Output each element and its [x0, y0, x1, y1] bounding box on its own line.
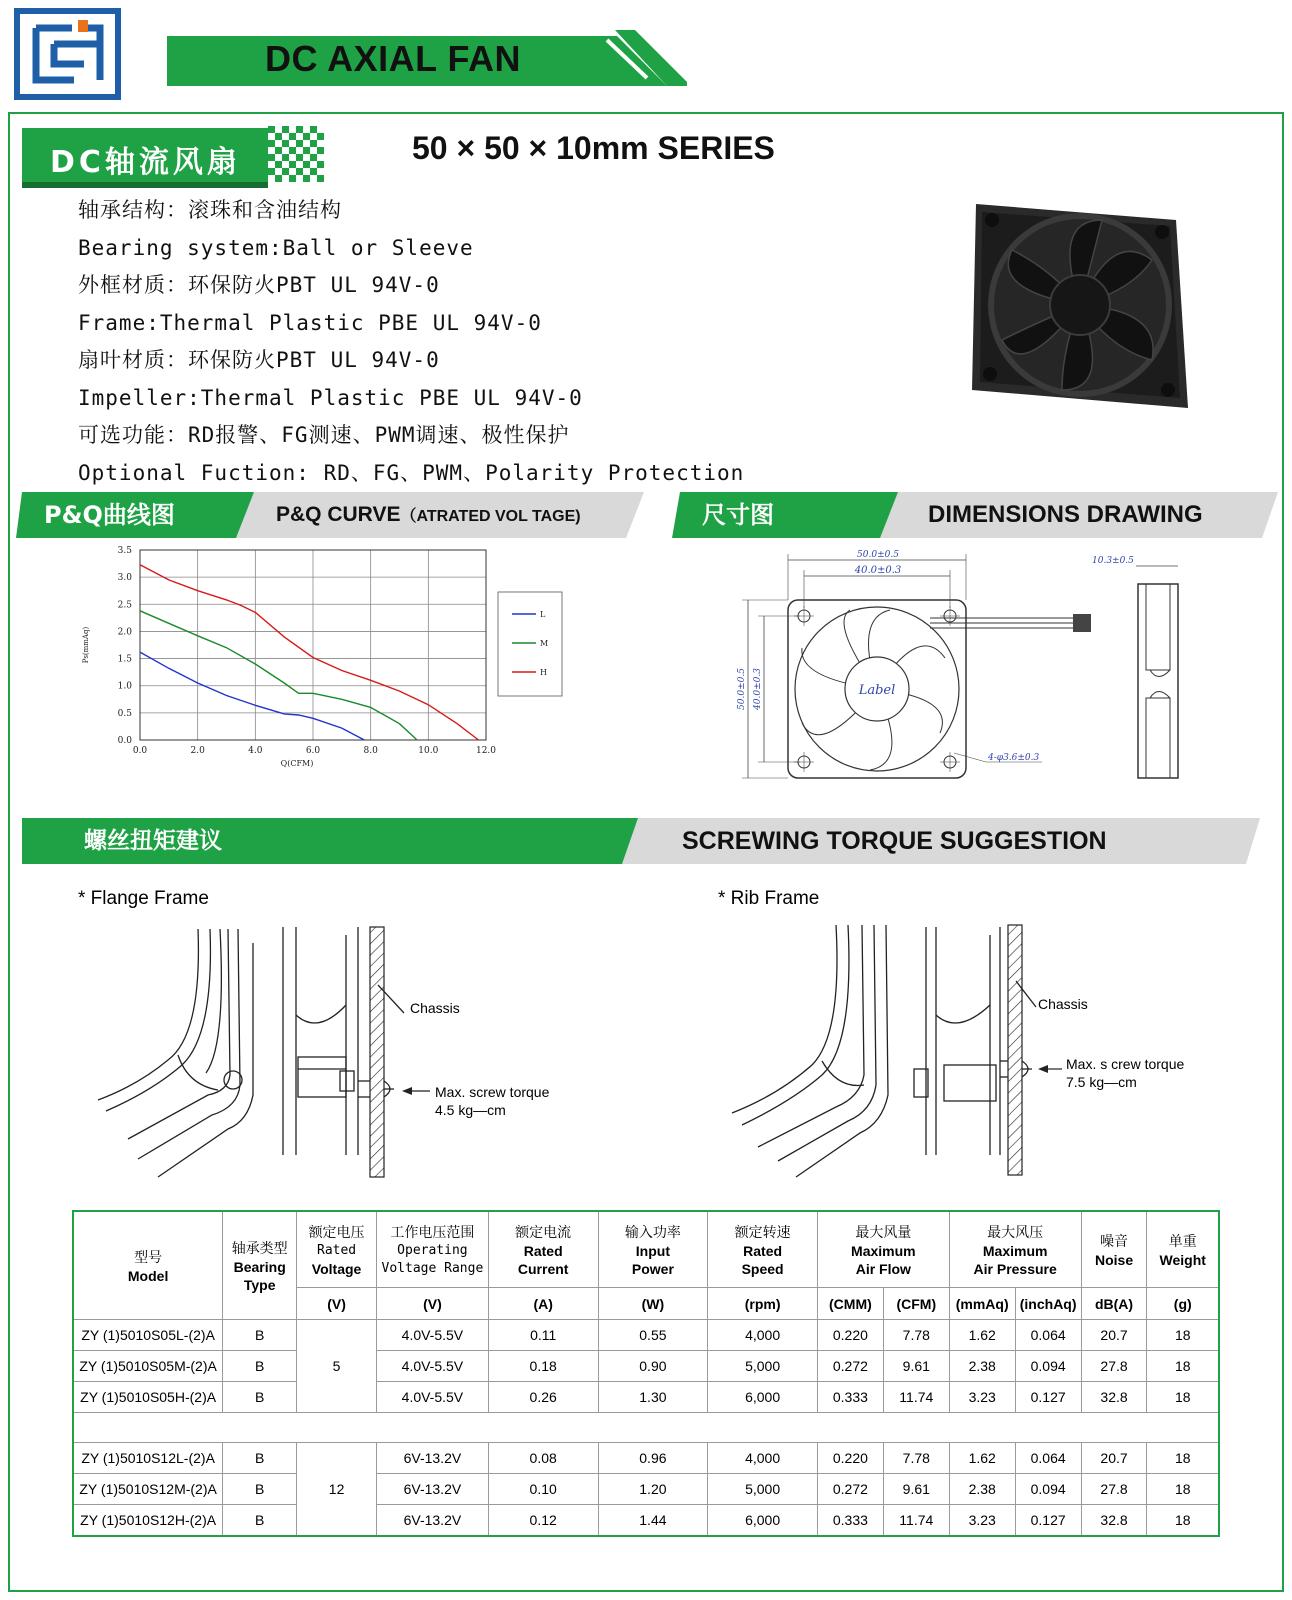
dim-width-outer: 50.0±0.5	[857, 550, 899, 560]
spec-line: Impeller:Thermal Plastic PBE UL 94V-0	[78, 385, 583, 410]
table-cell: 0.064	[1015, 1443, 1081, 1474]
series-cn-tag	[22, 128, 268, 182]
th-range-en1: Operating	[397, 1242, 468, 1258]
table-cell: 3.23	[949, 1505, 1015, 1537]
table-row	[73, 1443, 1219, 1474]
checker-cell	[282, 140, 289, 147]
dims-cn-label: 尺寸图	[702, 501, 774, 529]
th-noise-en: Noise	[1094, 1251, 1134, 1268]
table-cell: 0.094	[1015, 1351, 1081, 1382]
th-noise-cn: 噪音	[1100, 1233, 1129, 1250]
flange-frame-drawing	[78, 885, 638, 1185]
series-line-H	[140, 565, 479, 740]
th-current	[488, 1211, 598, 1288]
pq-en-label	[276, 492, 581, 538]
th-range	[377, 1211, 489, 1288]
table-cell: 0.127	[1015, 1505, 1081, 1537]
x-axis-label: Q(CFM)	[280, 759, 314, 768]
th-weight	[1147, 1211, 1219, 1288]
checker-cell	[317, 133, 324, 140]
table-cell: 5,000	[708, 1474, 818, 1505]
th-weight-cn: 单重	[1168, 1233, 1197, 1250]
dim-holes: 4-φ3.6±0.3	[988, 753, 1040, 763]
spec-line: Frame:Thermal Plastic PBE UL 94V-0	[78, 310, 542, 335]
table-row	[73, 1505, 1219, 1537]
th-current-cn: 额定电流	[515, 1224, 572, 1241]
y-tick-label: 3.0	[117, 573, 132, 584]
model-cell: ZY (1)5010S12H-(2)A	[73, 1505, 223, 1537]
th-pressure	[949, 1211, 1081, 1288]
spec-line: 轴承结构：滚珠和含油结构	[78, 198, 342, 222]
table-cell: 1.20	[598, 1474, 708, 1505]
checker-cell	[282, 126, 289, 133]
flange-title: * Flange Frame	[78, 887, 209, 909]
th-power	[598, 1211, 708, 1288]
torque-en-label: SCREWING TORQUE SUGGESTION	[682, 827, 1107, 855]
table-cell: 0.272	[817, 1351, 883, 1382]
x-tick-label: 8.0	[363, 746, 378, 756]
checker-cell	[296, 168, 303, 175]
table-cell: 11.74	[883, 1505, 949, 1537]
table-cell: 0.094	[1015, 1474, 1081, 1505]
th-power-cn: 输入功率	[624, 1224, 681, 1241]
model-cell: ZY (1)5010S05L-(2)A	[73, 1320, 223, 1351]
th-flow-cn: 最大风量	[855, 1224, 912, 1241]
table-cell: 4.0V-5.5V	[377, 1320, 489, 1351]
dim-height-outer: 50.0±0.5	[737, 668, 747, 710]
th-model-en: Model	[127, 1267, 169, 1284]
checker-cell	[317, 175, 324, 182]
x-tick-label: 4.0	[248, 746, 263, 756]
pq-section-bar	[16, 492, 644, 538]
unit-cell: (A)	[488, 1288, 598, 1320]
pq-en-title: P&Q CURVE	[276, 503, 401, 526]
checker-cell	[268, 140, 275, 147]
series-cn-title: DC轴流风扇	[50, 145, 241, 180]
rib-torque-value: 7.5 kg—cm	[1066, 1074, 1137, 1090]
table-cell: 0.127	[1015, 1382, 1081, 1413]
dims-en-label: DIMENSIONS DRAWING	[928, 501, 1203, 528]
table-cell: B	[223, 1474, 297, 1505]
table-cell: 0.55	[598, 1320, 708, 1351]
x-tick-label: 10.0	[418, 746, 439, 756]
rated-voltage-cell: 12	[297, 1443, 377, 1537]
table-cell: 5,000	[708, 1351, 818, 1382]
unit-cell: (CMM)	[817, 1288, 883, 1320]
th-flow	[817, 1211, 949, 1288]
th-voltage	[297, 1211, 377, 1288]
table-cell: B	[223, 1443, 297, 1474]
rib-title: * Rib Frame	[718, 887, 820, 909]
table-cell: 0.12	[488, 1505, 598, 1537]
spec-list	[78, 192, 744, 492]
table-cell: 0.064	[1015, 1320, 1081, 1351]
checker-cell	[282, 154, 289, 161]
flange-torque-note: Max. screw torque	[435, 1084, 550, 1100]
th-power-en1: Input	[635, 1242, 670, 1259]
table-cell: 20.7	[1081, 1320, 1147, 1351]
table-cell: 0.11	[488, 1320, 598, 1351]
dim-height-inner: 40.0±0.3	[753, 668, 763, 710]
torque-cn-label: 螺丝扭矩建议	[84, 828, 222, 854]
th-speed-cn: 额定转速	[734, 1224, 791, 1241]
torque-section-bar	[22, 818, 1260, 864]
table-cell: 6,000	[708, 1505, 818, 1537]
th-current-en1: Rated	[523, 1242, 563, 1259]
checker-cell	[303, 147, 310, 154]
model-cell: ZY (1)5010S12L-(2)A	[73, 1443, 223, 1474]
y-axis-label: Ps(mmAq)	[82, 626, 90, 664]
legend-label: M	[540, 639, 549, 648]
table-cell: 6V-13.2V	[377, 1505, 489, 1537]
checker-cell	[310, 126, 317, 133]
checker-pattern	[268, 128, 324, 182]
table-cell: 4.0V-5.5V	[377, 1351, 489, 1382]
table-cell: 9.61	[883, 1351, 949, 1382]
table-cell: 0.220	[817, 1443, 883, 1474]
checker-cell	[296, 126, 303, 133]
unit-cell: dB(A)	[1081, 1288, 1147, 1320]
table-cell: 7.78	[883, 1443, 949, 1474]
table-cell: 18	[1147, 1351, 1219, 1382]
checker-cell	[317, 147, 324, 154]
checker-cell	[310, 154, 317, 161]
table-cell: 2.38	[949, 1351, 1015, 1382]
y-tick-label: 2.5	[117, 600, 132, 611]
legend-label: H	[540, 668, 547, 677]
legend-box	[498, 592, 562, 696]
checker-cell	[275, 175, 282, 182]
rib-frame-drawing	[718, 885, 1278, 1185]
spec-line: 扇叶材质：环保防火PBT UL 94V-0	[78, 348, 440, 372]
model-cell: ZY (1)5010S05M-(2)A	[73, 1351, 223, 1382]
table-cell: 0.272	[817, 1474, 883, 1505]
table-cell: 7.78	[883, 1320, 949, 1351]
table-cell: 1.44	[598, 1505, 708, 1537]
pq-chart	[78, 548, 598, 793]
x-tick-label: 0.0	[132, 746, 148, 756]
model-cell: ZY (1)5010S12M-(2)A	[73, 1474, 223, 1505]
th-power-en2: Power	[631, 1260, 674, 1277]
table-row	[73, 1320, 1219, 1351]
flange-chassis-label: Chassis	[410, 1000, 460, 1016]
pq-en-sub: （ATRATED VOL TAGE)	[400, 508, 581, 525]
spec-line: 可选功能：RD报警、FG测速、PWM调速、极性保护	[78, 423, 570, 447]
table-cell: 4.0V-5.5V	[377, 1382, 489, 1413]
table-cell: 0.96	[598, 1443, 708, 1474]
spec-line: 外框材质：环保防火PBT UL 94V-0	[78, 273, 440, 297]
table-row	[73, 1351, 1219, 1382]
gap-cell	[73, 1413, 1219, 1443]
series-title: 50 × 50 × 10mm SERIES	[412, 130, 775, 166]
table-cell: 20.7	[1081, 1443, 1147, 1474]
company-logo-icon	[14, 8, 121, 100]
checker-cell	[289, 161, 296, 168]
checker-cell	[289, 133, 296, 140]
th-bearing-en1: Bearing	[233, 1258, 286, 1275]
checker-cell	[275, 133, 282, 140]
table-cell: 2.38	[949, 1474, 1015, 1505]
table-cell: 27.8	[1081, 1351, 1147, 1382]
checker-cell	[268, 126, 275, 133]
th-noise	[1081, 1211, 1147, 1288]
table-cell: 18	[1147, 1474, 1219, 1505]
unit-cell: (V)	[377, 1288, 489, 1320]
flange-torque-value: 4.5 kg—cm	[435, 1102, 506, 1118]
th-range-cn: 工作电压范围	[390, 1224, 475, 1241]
table-cell: 9.61	[883, 1474, 949, 1505]
checker-cell	[275, 161, 282, 168]
th-speed-en1: Rated	[743, 1242, 783, 1259]
table-cell: 32.8	[1081, 1505, 1147, 1537]
table-cell: 27.8	[1081, 1474, 1147, 1505]
table-cell: 0.333	[817, 1505, 883, 1537]
table-cell: 0.333	[817, 1382, 883, 1413]
table-gap-row	[73, 1413, 1219, 1443]
table-cell: 1.62	[949, 1443, 1015, 1474]
unit-cell: (V)	[297, 1288, 377, 1320]
table-body	[73, 1320, 1219, 1537]
th-flow-en2: Air Flow	[855, 1260, 911, 1277]
page-title: DC AXIAL FAN	[265, 38, 522, 79]
th-bearing-en2: Type	[243, 1276, 276, 1293]
rib-chassis-label: Chassis	[1038, 996, 1088, 1012]
table-cell: 0.08	[488, 1443, 598, 1474]
th-pressure-en2: Air Pressure	[973, 1260, 1057, 1277]
table-cell: 4,000	[708, 1320, 818, 1351]
unit-cell: (inchAq)	[1015, 1288, 1081, 1320]
table-cell: 4,000	[708, 1443, 818, 1474]
unit-cell: (mmAq)	[949, 1288, 1015, 1320]
th-flow-en1: Maximum	[851, 1242, 916, 1259]
unit-cell: (rpm)	[708, 1288, 818, 1320]
th-speed	[708, 1211, 818, 1288]
th-bearing	[223, 1211, 297, 1320]
table-cell: B	[223, 1505, 297, 1537]
rib-torque-note: Max. s crew torque	[1066, 1056, 1185, 1072]
th-pressure-en1: Maximum	[982, 1242, 1048, 1259]
checker-cell	[317, 161, 324, 168]
checker-cell	[289, 147, 296, 154]
th-weight-en: Weight	[1159, 1251, 1206, 1268]
th-pressure-cn: 最大风压	[987, 1224, 1044, 1241]
th-voltage-en1: Rated	[317, 1242, 357, 1258]
table-row	[73, 1382, 1219, 1413]
dim-label-text: Label	[858, 683, 896, 698]
unit-cell: (g)	[1147, 1288, 1219, 1320]
y-tick-label: 2.0	[117, 627, 132, 638]
spec-line: Optional Fuction: RD、FG、PWM、Polarity Protection	[78, 460, 745, 485]
y-tick-label: 1.0	[117, 681, 132, 692]
checker-cell	[268, 168, 275, 175]
th-voltage-en2: Voltage	[311, 1260, 362, 1277]
table-row	[73, 1474, 1219, 1505]
checker-cell	[310, 140, 317, 147]
th-speed-en2: Speed	[741, 1260, 784, 1277]
table-cell: 0.10	[488, 1474, 598, 1505]
checker-cell	[275, 147, 282, 154]
table-cell: 0.90	[598, 1351, 708, 1382]
x-tick-label: 6.0	[305, 746, 321, 756]
table-cell: B	[223, 1382, 297, 1413]
table-cell: 1.30	[598, 1382, 708, 1413]
table-cell: 0.26	[488, 1382, 598, 1413]
fan-photo-icon	[962, 190, 1202, 420]
model-cell: ZY (1)5010S05H-(2)A	[73, 1382, 223, 1413]
checker-cell	[282, 168, 289, 175]
table-cell: 6V-13.2V	[377, 1443, 489, 1474]
dims-section-bar	[672, 492, 1278, 538]
th-range-en2: Voltage Range	[381, 1260, 484, 1276]
th-voltage-cn: 额定电压	[308, 1224, 365, 1241]
legend-label: L	[540, 610, 546, 619]
th-model	[73, 1211, 223, 1320]
table-cell: 32.8	[1081, 1382, 1147, 1413]
table-cell: 18	[1147, 1443, 1219, 1474]
table-cell: 18	[1147, 1320, 1219, 1351]
checker-cell	[303, 161, 310, 168]
th-bearing-cn: 轴承类型	[231, 1240, 288, 1257]
checker-cell	[289, 175, 296, 182]
checker-cell	[303, 133, 310, 140]
y-tick-label: 0.0	[117, 736, 132, 746]
x-tick-label: 2.0	[190, 746, 205, 756]
y-tick-label: 1.5	[117, 654, 132, 665]
dim-thickness: 10.3±0.5	[1092, 556, 1134, 566]
table-cell: B	[223, 1351, 297, 1382]
table-cell: B	[223, 1320, 297, 1351]
table-cell: 0.18	[488, 1351, 598, 1382]
x-tick-label: 12.0	[475, 746, 497, 756]
rated-voltage-cell: 5	[297, 1320, 377, 1413]
table-cell: 18	[1147, 1382, 1219, 1413]
th-model-cn: 型号	[134, 1249, 163, 1266]
unit-cell: (W)	[598, 1288, 708, 1320]
y-tick-label: 0.5	[117, 708, 132, 719]
checker-cell	[296, 154, 303, 161]
spec-line: Bearing system:Ball or Sleeve	[78, 235, 474, 260]
checker-cell	[268, 154, 275, 161]
table-cell: 0.220	[817, 1320, 883, 1351]
table-cell: 18	[1147, 1505, 1219, 1537]
checker-cell	[303, 175, 310, 182]
checker-cell	[310, 168, 317, 175]
dim-width-inner: 40.0±0.3	[854, 565, 902, 576]
table-cell: 3.23	[949, 1382, 1015, 1413]
table-cell: 1.62	[949, 1320, 1015, 1351]
table-cell: 11.74	[883, 1382, 949, 1413]
th-current-en2: Current	[517, 1260, 569, 1277]
dimensions-drawing	[737, 548, 1270, 793]
unit-cell: (CFM)	[883, 1288, 949, 1320]
spec-table	[72, 1210, 1220, 1537]
pq-cn-label: P&Q曲线图	[44, 501, 175, 529]
table-cell: 6V-13.2V	[377, 1474, 489, 1505]
y-tick-label: 3.5	[117, 546, 132, 556]
checker-cell	[296, 140, 303, 147]
table-cell: 6,000	[708, 1382, 818, 1413]
